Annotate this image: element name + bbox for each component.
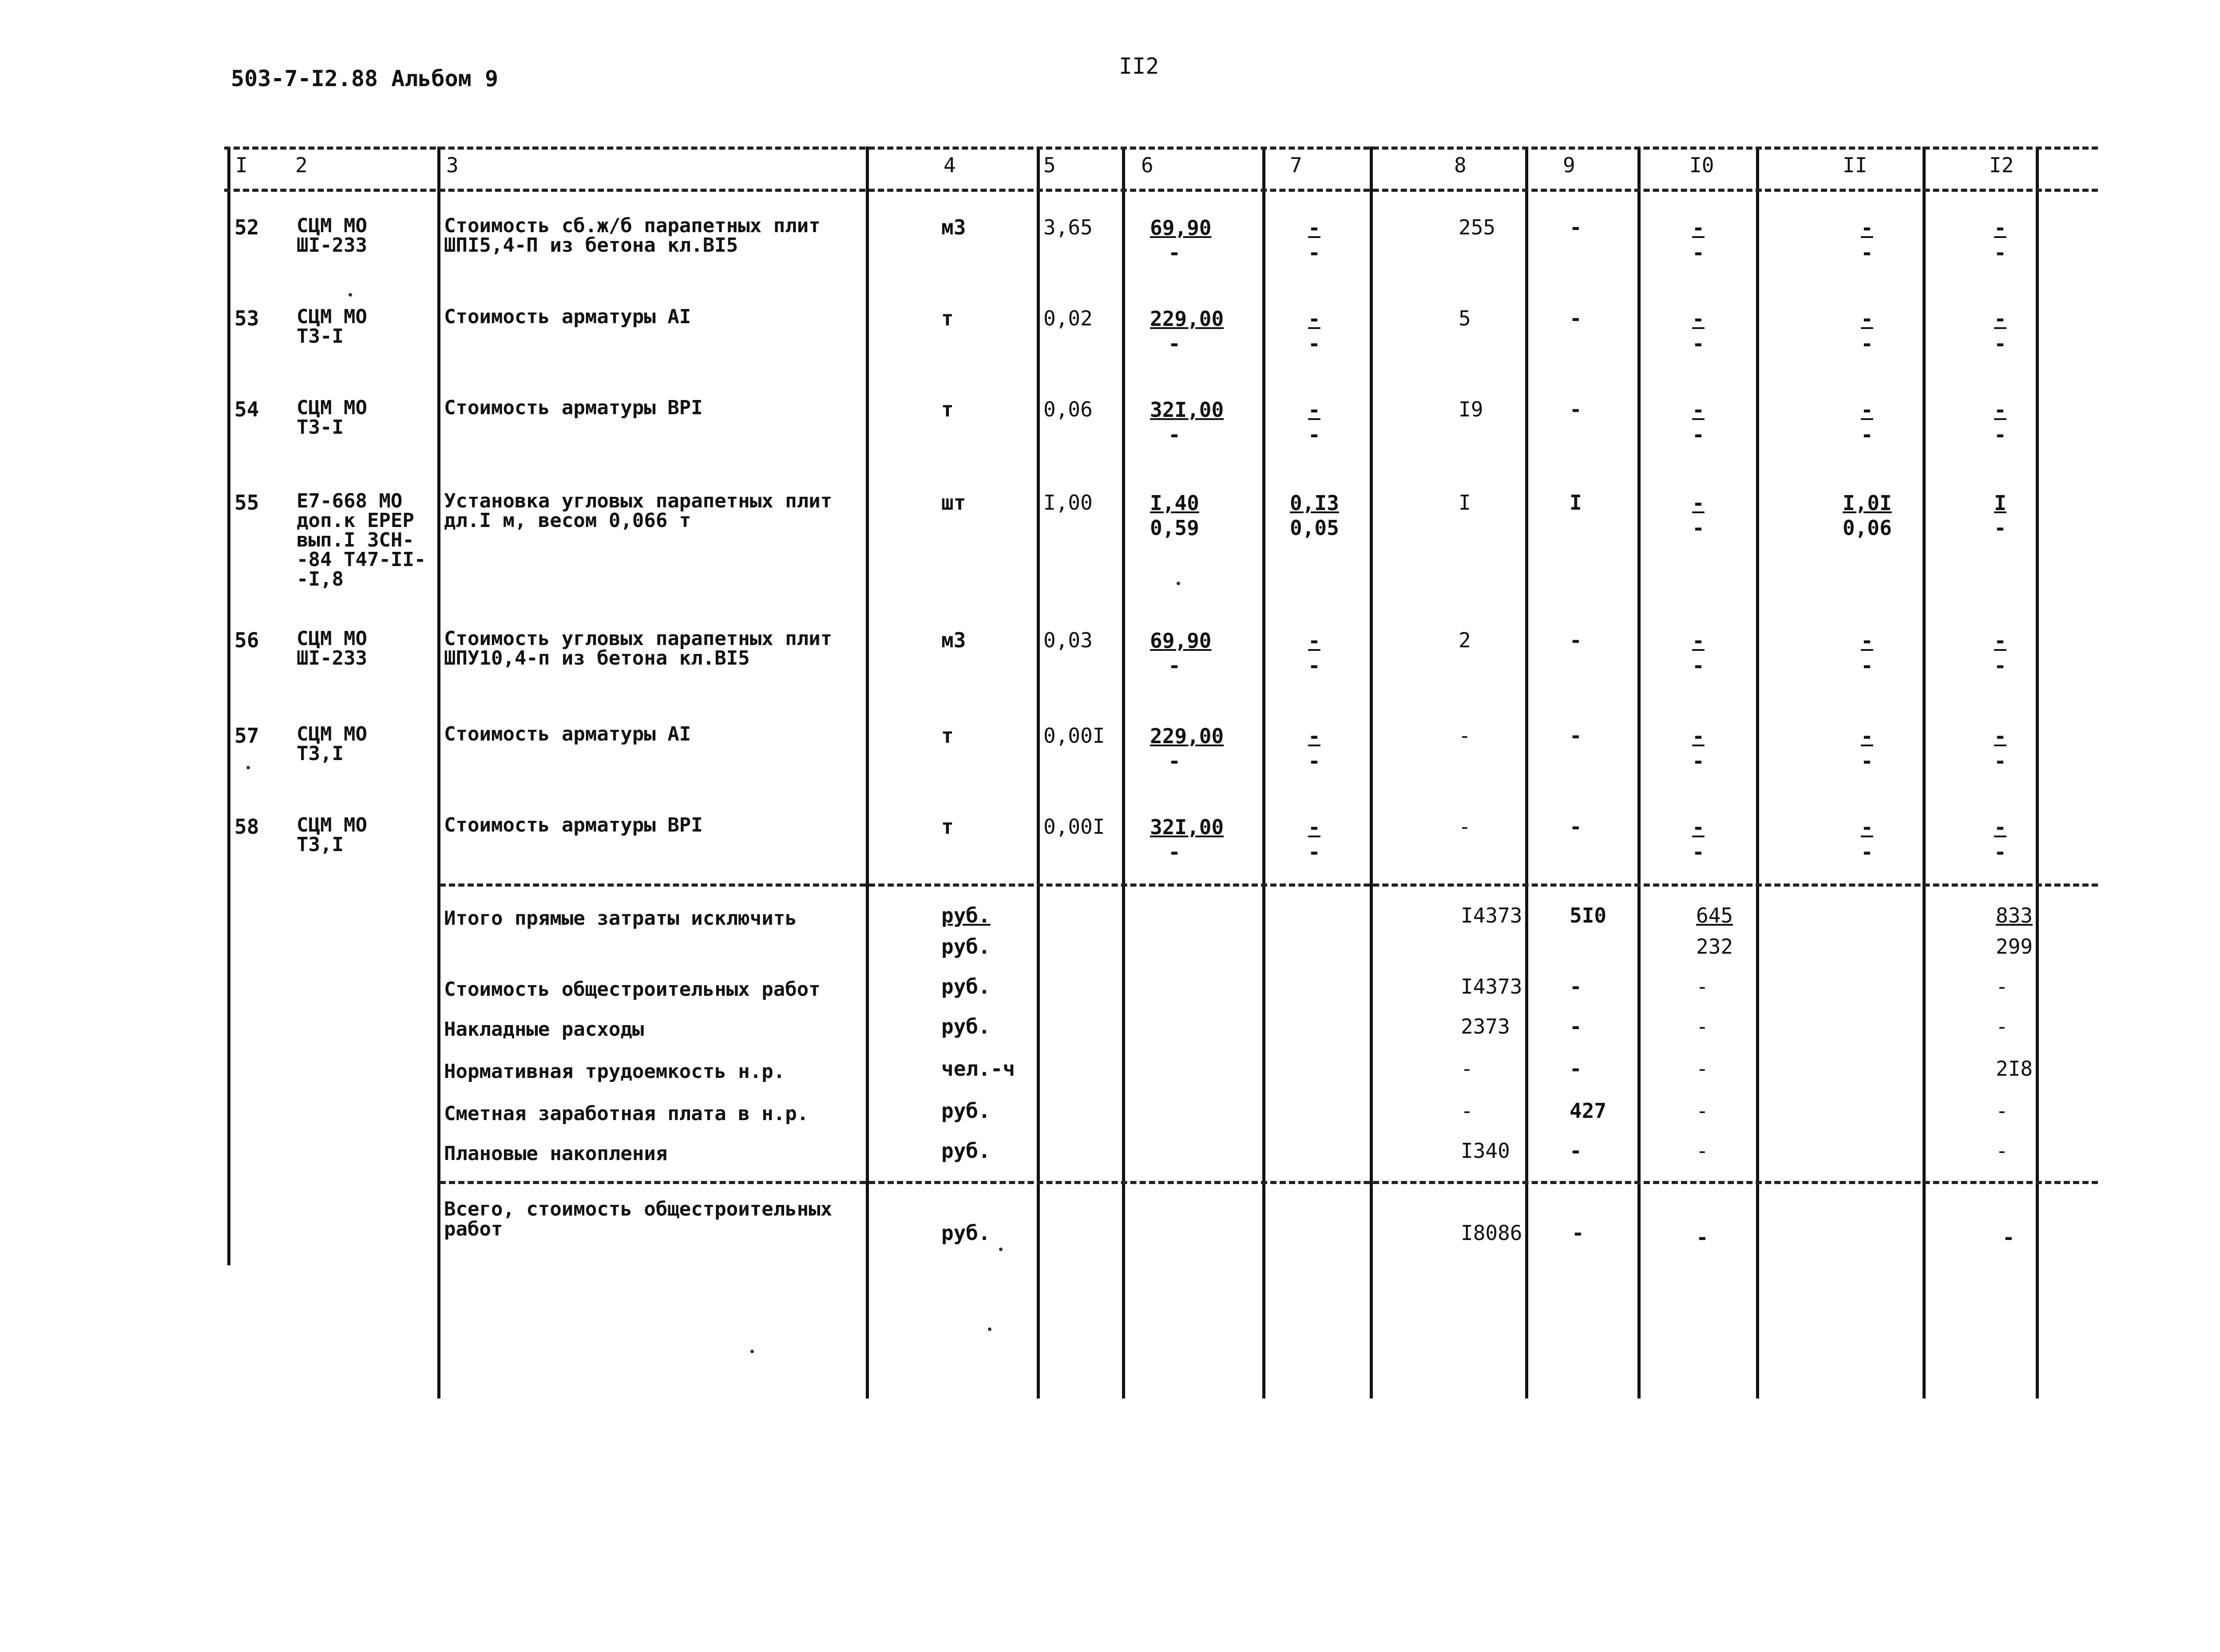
row-code-line: Е7-668 МО: [297, 490, 403, 512]
row-code-line: ШI-233: [297, 234, 367, 257]
row-code-line: вып.I ЗСН-: [297, 529, 414, 551]
fraction-cell: [1150, 628, 1212, 678]
fraction-denominator: -: [1994, 840, 2006, 864]
fraction-denominator: -: [1994, 654, 2006, 677]
summary-col12: -: [1996, 1139, 2008, 1163]
row-number: 52: [234, 215, 259, 239]
col-rule: [1370, 147, 1373, 1398]
page-number: II2: [1119, 53, 1159, 79]
fraction-cell: [1843, 724, 1891, 773]
col-number-1: I: [235, 153, 248, 177]
row-code-line: доп.к ЕРЕР: [297, 509, 414, 532]
total-top-rule: [440, 1181, 2098, 1184]
col-number-8: 8: [1454, 153, 1467, 177]
total-value-col12: -: [2002, 1225, 2015, 1249]
col-number-2: 2: [295, 153, 308, 177]
summary-label: Итого прямые затраты исключить: [444, 907, 797, 930]
fraction-denominator: -: [1168, 332, 1181, 356]
row-code-line: СЦМ МО: [297, 814, 367, 836]
row-col8: 5: [1459, 306, 1471, 330]
fraction-denominator: -: [1168, 654, 1181, 677]
fraction-cell: [1976, 724, 2025, 773]
fraction-denominator: 0,06: [1843, 516, 1892, 540]
fraction-cell: [1150, 306, 1224, 356]
row-name-line: дл.I м, весом 0,066 т: [444, 509, 691, 532]
fraction-numerator: -: [1861, 724, 1873, 748]
fraction-denominator: 0,05: [1290, 516, 1339, 540]
row-code-line: -84 Т47-II-: [297, 548, 426, 571]
summary-col9: -: [1570, 975, 1582, 998]
fraction-numerator: -: [1994, 815, 2006, 839]
summary-label: Накладные расходы: [444, 1018, 644, 1041]
col-number-9: 9: [1563, 153, 1575, 177]
fraction-cell: [1976, 815, 2025, 864]
fraction-numerator: -: [1861, 815, 1873, 839]
col-rule: [2036, 147, 2039, 1398]
total-value-col10: -: [1696, 1225, 1709, 1249]
row-code-line: ТЗ-I: [297, 416, 344, 439]
row-unit: т: [941, 397, 954, 421]
row-code-line: СЦМ МО: [297, 627, 367, 650]
summary-col12: 833: [1996, 903, 2033, 927]
summary-unit: руб.: [941, 1099, 991, 1123]
col-number-11: II: [1843, 153, 1867, 177]
row-code-line: Т3,I: [297, 742, 344, 765]
fraction-numerator: -: [1994, 216, 2006, 240]
fraction-denominator: -: [1692, 840, 1705, 864]
fraction-denominator: -: [1994, 516, 2006, 540]
summary-col9: -: [1570, 1057, 1582, 1081]
fraction-cell: [1843, 397, 1891, 447]
row-name-line: Стоимость арматуры BPI: [444, 396, 703, 419]
row-name-line: ШПI5,4-П из бетона кл.BI5: [444, 234, 738, 257]
summary-col10: -: [1696, 1139, 1709, 1163]
fraction-denominator: -: [1308, 241, 1320, 265]
summary-unit: руб.: [941, 903, 991, 927]
fraction-denominator: -: [1692, 654, 1705, 677]
summary-col9: 427: [1570, 1099, 1607, 1123]
fraction-numerator: -: [1994, 398, 2006, 422]
col-rule: [227, 147, 230, 1265]
col-rule: [1037, 147, 1040, 1398]
row-col8: -: [1459, 815, 1471, 839]
fraction-cell: [1290, 397, 1339, 447]
row-name-line: Стоимость сб.ж/б парапетных плит: [444, 214, 821, 237]
row-col8: -: [1459, 724, 1471, 748]
col-number-6: 6: [1141, 153, 1154, 177]
fraction-numerator: -: [1994, 307, 2006, 331]
fraction-cell: [1976, 306, 2025, 356]
fraction-denominator: -: [1692, 332, 1705, 356]
row-unit: м3: [941, 628, 966, 652]
fraction-cell: [1843, 628, 1891, 678]
fraction-cell: [1290, 815, 1339, 864]
fraction-cell: [1976, 397, 2025, 447]
scan-speck: [750, 1350, 754, 1353]
row-quantity: 0,03: [1043, 628, 1093, 652]
fraction-numerator: -: [1861, 307, 1873, 331]
fraction-denominator: -: [1994, 749, 2006, 773]
fraction-denominator: -: [1861, 749, 1873, 773]
row-code-line: СЦМ МО: [297, 396, 367, 419]
fraction-denominator: -: [1994, 332, 2006, 356]
fraction-denominator: -: [1861, 840, 1873, 864]
row-col9: -: [1570, 815, 1582, 839]
summary-col10: -: [1696, 1057, 1709, 1081]
fraction-denominator: -: [1861, 241, 1873, 265]
col-rule: [866, 147, 869, 1398]
col-rule: [1122, 147, 1125, 1398]
total-unit: руб.: [941, 1221, 991, 1245]
row-name-line: Стоимость арматуры BPI: [444, 814, 703, 836]
scan-speck: [349, 293, 352, 297]
fraction-cell: [1976, 491, 2025, 540]
fraction-denominator: -: [1308, 840, 1320, 864]
fraction-denominator: -: [1168, 840, 1181, 864]
row-number: 53: [234, 306, 259, 330]
total-value-col8: I8086: [1461, 1221, 1522, 1245]
row-quantity: 0,00I: [1043, 724, 1105, 748]
fraction-cell: [1290, 306, 1339, 356]
scan-speck: [999, 1248, 1003, 1251]
fraction-numerator: 229,00: [1150, 724, 1224, 748]
summary-col8: -: [1461, 1057, 1473, 1081]
fraction-cell: [1674, 491, 1723, 540]
summary-unit: руб.: [941, 1014, 991, 1038]
total-label-line2: работ: [444, 1218, 503, 1240]
fraction-denominator: -: [1994, 423, 2006, 447]
fraction-denominator: -: [1168, 241, 1181, 265]
row-col9: -: [1570, 306, 1582, 330]
scan-speck: [246, 766, 250, 769]
fraction-cell: [1150, 724, 1224, 773]
row-number: 54: [234, 397, 259, 421]
fraction-denominator: -: [1692, 241, 1705, 265]
row-col8: 2: [1459, 628, 1471, 652]
row-quantity: I,00: [1043, 491, 1093, 515]
row-number: 57: [234, 724, 259, 748]
row-quantity: 3,65: [1043, 215, 1093, 239]
fraction-numerator: -: [1861, 216, 1873, 240]
col-rule: [1923, 147, 1926, 1398]
summary-label: Плановые накопления: [444, 1142, 668, 1165]
summary-col12: -: [1996, 975, 2008, 998]
row-name-line: Стоимость арматуры AI: [444, 305, 691, 328]
scan-speck: [988, 1327, 991, 1331]
summary-col9: 5I0: [1570, 903, 1607, 927]
fraction-cell: [1150, 491, 1199, 540]
summary-col10: -: [1696, 975, 1709, 998]
col-rule: [1637, 147, 1641, 1398]
summary-col9: -: [1570, 1139, 1582, 1163]
row-name-line: Стоимость угловых парапетных плит: [444, 627, 832, 650]
fraction-cell: [1843, 491, 1891, 540]
row-code-line: Т3,I: [297, 833, 344, 856]
fraction-numerator: I,40: [1150, 491, 1199, 515]
fraction-numerator: -: [1308, 398, 1320, 422]
fraction-cell: [1674, 215, 1723, 265]
summary-label: Сметная заработная плата в н.р.: [444, 1102, 809, 1125]
summary-unit: руб.: [941, 975, 991, 998]
fraction-cell: [1674, 724, 1723, 773]
fraction-cell: [1976, 628, 2025, 678]
summary-col8: -: [1461, 1099, 1473, 1123]
fraction-cell: [1843, 306, 1891, 356]
row-col9: -: [1570, 628, 1582, 652]
summary-col10: -: [1696, 1014, 1709, 1038]
col-rule: [1525, 147, 1528, 1398]
col-rule: [437, 147, 440, 1398]
row-name-line: Стоимость арматуры AI: [444, 723, 691, 745]
row-col8: I9: [1459, 397, 1483, 421]
fraction-cell: [1674, 306, 1723, 356]
summary-col12: -: [1996, 1099, 2008, 1123]
summary-col9: -: [1570, 1014, 1582, 1038]
fraction-numerator: -: [1308, 815, 1320, 839]
document-code: 503-7-I2.88 Альбом 9: [231, 66, 499, 91]
fraction-numerator: -: [1308, 307, 1320, 331]
summary-unit-second: руб.: [941, 935, 991, 959]
summary-col12: -: [1996, 1014, 2008, 1038]
row-number: 58: [234, 815, 259, 839]
fraction-numerator: -: [1692, 815, 1705, 839]
row-unit: т: [941, 724, 954, 748]
fraction-denominator: -: [1168, 749, 1181, 773]
fraction-numerator: -: [1692, 724, 1705, 748]
fraction-numerator: 69,90: [1150, 216, 1212, 240]
summary-label: Нормативная трудоемкость н.р.: [444, 1060, 785, 1083]
fraction-denominator: -: [1308, 749, 1320, 773]
row-col8: 255: [1459, 215, 1496, 239]
summary-col8: I4373: [1461, 903, 1522, 927]
fraction-denominator: -: [1861, 654, 1873, 677]
row-unit: м3: [941, 215, 966, 239]
fraction-numerator: -: [1692, 491, 1705, 515]
fraction-denominator: -: [1308, 332, 1320, 356]
col-number-4: 4: [944, 153, 956, 177]
fraction-numerator: -: [1994, 724, 2006, 748]
row-code-line: -I,8: [297, 568, 344, 590]
col-number-12: I2: [1989, 153, 2014, 177]
fraction-numerator: -: [1861, 629, 1873, 653]
row-name-line: Установка угловых парапетных плит: [444, 490, 832, 512]
col-number-10: I0: [1689, 153, 1714, 177]
summary-col8: 2373: [1461, 1014, 1510, 1038]
row-col9: -: [1570, 724, 1582, 748]
summary-col12-second: 299: [1996, 935, 2033, 959]
fraction-denominator: -: [1308, 423, 1320, 447]
fraction-numerator: 0,I3: [1290, 491, 1339, 515]
row-col8: I: [1459, 491, 1471, 515]
fraction-denominator: 0,59: [1150, 516, 1199, 540]
summary-col8: I4373: [1461, 975, 1522, 998]
row-unit: т: [941, 306, 954, 330]
fraction-numerator: -: [1308, 629, 1320, 653]
summary-unit: руб.: [941, 1139, 991, 1163]
row-code-line: ШI-233: [297, 647, 367, 670]
fraction-denominator: -: [1994, 241, 2006, 265]
fraction-cell: [1976, 215, 2025, 265]
row-col9: -: [1570, 397, 1582, 421]
fraction-numerator: -: [1692, 629, 1705, 653]
fraction-cell: [1150, 815, 1224, 864]
row-code-line: СЦМ МО: [297, 305, 367, 328]
fraction-numerator: 69,90: [1150, 629, 1212, 653]
col-number-5: 5: [1043, 153, 1056, 177]
fraction-numerator: I: [1994, 491, 2006, 515]
fraction-denominator: -: [1168, 423, 1181, 447]
row-quantity: 0,00I: [1043, 815, 1105, 839]
summary-top-rule: [440, 883, 2098, 887]
fraction-cell: [1843, 815, 1891, 864]
col-rule: [1262, 147, 1265, 1398]
summary-unit: чел.-ч: [941, 1057, 1015, 1081]
fraction-denominator: -: [1861, 332, 1873, 356]
row-code-line: СЦМ МО: [297, 214, 367, 237]
fraction-numerator: -: [1692, 307, 1705, 331]
row-code-line: СЦМ МО: [297, 723, 367, 745]
col-number-7: 7: [1290, 153, 1302, 177]
row-unit: т: [941, 815, 954, 839]
fraction-numerator: I,0I: [1843, 491, 1892, 515]
fraction-numerator: 32I,00: [1150, 398, 1224, 422]
scan-speck: [1177, 582, 1180, 585]
total-value-col9: -: [1572, 1221, 1584, 1245]
row-code-line: ТЗ-I: [297, 325, 344, 348]
row-quantity: 0,06: [1043, 397, 1093, 421]
fraction-cell: [1290, 628, 1339, 678]
row-col9: -: [1570, 215, 1582, 239]
fraction-cell: [1674, 628, 1723, 678]
fraction-cell: [1290, 215, 1339, 265]
summary-col8: I340: [1461, 1139, 1510, 1163]
fraction-denominator: -: [1861, 423, 1873, 447]
fraction-cell: [1674, 397, 1723, 447]
fraction-denominator: -: [1692, 516, 1705, 540]
summary-col10: 645: [1696, 903, 1733, 927]
fraction-numerator: -: [1692, 398, 1705, 422]
fraction-cell: [1290, 724, 1339, 773]
summary-col10: -: [1696, 1099, 1709, 1123]
fraction-cell: [1290, 491, 1339, 540]
row-col9: I: [1570, 491, 1582, 515]
summary-col12: 2I8: [1996, 1057, 2033, 1081]
row-name-line: ШПУ10,4-п из бетона кл.BI5: [444, 647, 750, 670]
fraction-numerator: -: [1692, 216, 1705, 240]
row-unit: шт: [941, 491, 966, 515]
total-label-line1: Всего, стоимость общестроительных: [444, 1198, 832, 1220]
row-quantity: 0,02: [1043, 306, 1093, 330]
row-number: 55: [234, 491, 259, 515]
header-top-rule: [224, 147, 2098, 150]
fraction-numerator: -: [1994, 629, 2006, 653]
fraction-denominator: -: [1692, 423, 1705, 447]
col-number-3: 3: [446, 153, 459, 177]
fraction-numerator: -: [1308, 216, 1320, 240]
col-rule: [1756, 147, 1759, 1398]
row-number: 56: [234, 628, 259, 652]
fraction-numerator: 229,00: [1150, 307, 1224, 331]
summary-col10-second: 232: [1696, 935, 1733, 959]
header-bottom-rule: [224, 189, 2098, 192]
fraction-cell: [1150, 397, 1224, 447]
summary-label: Стоимость общестроительных работ: [444, 978, 821, 1001]
fraction-numerator: -: [1861, 398, 1873, 422]
fraction-denominator: -: [1692, 749, 1705, 773]
fraction-cell: [1150, 215, 1212, 265]
fraction-cell: [1843, 215, 1891, 265]
fraction-denominator: -: [1308, 654, 1320, 677]
fraction-numerator: -: [1308, 724, 1320, 748]
fraction-numerator: 32I,00: [1150, 815, 1224, 839]
fraction-cell: [1674, 815, 1723, 864]
